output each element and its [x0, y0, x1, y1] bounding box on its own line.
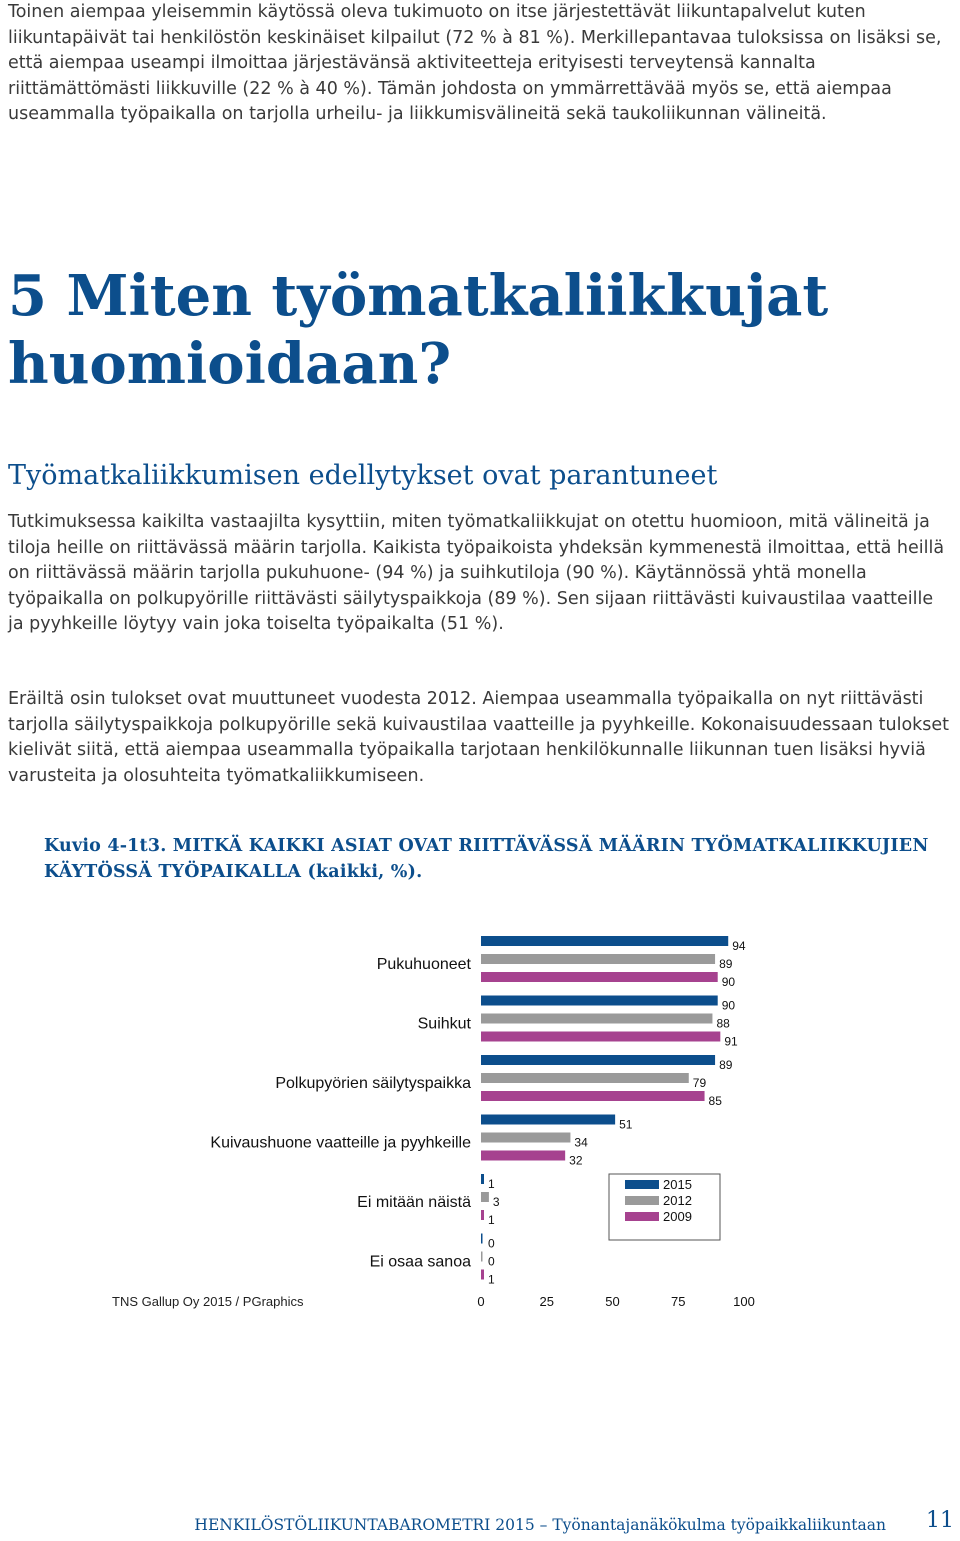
page-footer [0, 1508, 960, 1538]
value-label: 32 [569, 1153, 583, 1168]
legend-swatch-2015 [625, 1180, 659, 1189]
body-paragraph-1: Tutkimuksessa kaikilta vastaajilta kysyttiin, miten työmatkaliikkujat on otettu huomioon, mitä välineitä ja tiloja heille on riittävässä määrin tarjolla. Kaikista työpaikoista yhdeksän kymmenestä ilmoittaa, että heillä on riittävässä määrin tarjolla pukuhuone- (94 %) ja suihkutiloja (90 %). Käytännössä yhtä monella työpaikalla on polkupyörille riittävästi säilytyspaikkoja (89 %). Sen sijaan riittävästi kuivaustilaa vaatteille ja pyyhkeille löytyy vain joka toiselta työpaikalta (51 %). [8, 512, 945, 634]
bar-2009 [481, 1091, 705, 1101]
bar-2015 [481, 1234, 483, 1244]
value-label: 90 [721, 998, 736, 1013]
value-label: 0 [488, 1236, 495, 1251]
value-label: 85 [708, 1094, 722, 1108]
value-label: 91 [724, 1034, 738, 1049]
value-label: 89 [719, 1058, 733, 1072]
category-label: Pukuhuoneet [376, 956, 471, 973]
bar-2012 [481, 954, 715, 964]
bar-2012 [481, 1133, 570, 1143]
x-tick-label: 75 [671, 1294, 686, 1309]
legend-swatch-2009 [625, 1212, 659, 1221]
value-label: 3 [492, 1195, 500, 1209]
bar-2009 [481, 1032, 720, 1042]
section-title: 5 Miten työmatkaliikkujat huomioidaan? [8, 263, 829, 397]
legend-swatch-2012 [625, 1196, 659, 1205]
category-label: Ei mitään näistä [357, 1194, 471, 1211]
page-number: 11 [926, 1508, 954, 1533]
figure-title: MITKÄ KAIKKI ASIAT OVAT RIITTÄVÄSSÄ MÄÄRIN TYÖMATKALIIKKUJIEN KÄYTÖSSÄ TYÖPAIKALLA (kaikki, %). [44, 836, 929, 882]
bar-2009 [481, 1210, 484, 1220]
chart-source: TNS Gallup Oy 2015 / PGraphics [112, 1294, 304, 1309]
bar-2012 [481, 1192, 489, 1202]
intro-paragraph: Toinen aiempaa yleisemmin käytössä oleva tukimuoto on itse järjestettävät liikuntapalvelut kuten liikuntapäivät tai henkilöstön keskinäiset kilpailut (72 % à 81 %). Merkillepantavaa tuloksissa on lisäksi se, että aiempaa useampi ilmoittaa järjestävänsä aktiviteetteja erityisesti terveytensä kannalta riittämättömästi liikkuville (22 % à 40 %). Tämän johdosta on ymmärrettävää myös se, että aiempaa useammalla työpaikalla on tarjolla urheilu- ja liikkumisvälineitä sekä taukoliikunnan välineitä. [8, 2, 942, 124]
legend-label: 2012 [663, 1193, 692, 1208]
value-label: 1 [488, 1272, 495, 1287]
bar-2015 [481, 1055, 715, 1065]
legend [609, 1174, 720, 1240]
value-label: 88 [716, 1016, 730, 1031]
value-label: 1 [488, 1177, 495, 1191]
bar-2012 [481, 1252, 483, 1262]
value-label: 89 [719, 957, 733, 971]
category-label: Ei osaa sanoa [369, 1253, 471, 1271]
value-label: 94 [732, 939, 746, 953]
x-tick-label: 25 [539, 1294, 554, 1309]
bar-2012 [481, 1014, 712, 1024]
body-paragraph-2: Eräiltä osin tulokset ovat muuttuneet vuodesta 2012. Aiempaa useammalla työpaikalla on nyt riittävästi tarjolla säilytyspaikkoja polkupyörille sekä kuivaustilaa vaatteille ja pyyhkeille. Kokonaisuudessaan tulokset kielivät siitä, että aiempaa useammalla työpaikalla tarjotaan henkilökunnalle liikunnan tuen lisäksi hyviä varusteita ja olosuhteita työmatkaliikkumiseen. [8, 689, 950, 786]
figure-label: Kuvio 4-1t3. [44, 836, 167, 856]
category-label: Polkupyörien säilytyspaikka [275, 1075, 471, 1092]
bar-2009 [481, 1270, 484, 1280]
x-tick-labels [477, 1294, 754, 1309]
figure-caption [44, 833, 944, 885]
category-labels [210, 956, 471, 1271]
x-tick-label: 100 [733, 1294, 755, 1309]
bar-2009 [481, 972, 718, 982]
footer-text: HENKILÖSTÖLIIKUNTABAROMETRI 2015 – Työnantajanäkökulma työpaikkaliikuntaan [194, 1516, 886, 1534]
value-label: 1 [488, 1213, 495, 1227]
subheading: Työmatkaliikkumisen edellytykset ovat parantuneet [8, 460, 718, 491]
value-label: 90 [721, 975, 736, 989]
x-tick-label: 0 [477, 1294, 485, 1309]
bar-2009 [481, 1151, 565, 1161]
value-label: 34 [574, 1135, 588, 1150]
bar-chart [0, 925, 960, 1325]
value-label: 0 [488, 1254, 495, 1269]
legend-label: 2015 [663, 1177, 692, 1192]
bar-2012 [481, 1073, 689, 1083]
value-label: 51 [619, 1117, 633, 1132]
x-tick-label: 50 [605, 1294, 620, 1309]
bar-2015 [481, 1174, 484, 1184]
value-label: 79 [692, 1076, 707, 1090]
legend-label: 2009 [663, 1209, 692, 1224]
category-label: Suihkut [417, 1015, 471, 1033]
category-label: Kuivaushuone vaatteille ja pyyhkeille [210, 1134, 471, 1152]
bar-2015 [481, 1115, 615, 1125]
bar-2015 [481, 936, 728, 946]
bar-2015 [481, 996, 718, 1006]
